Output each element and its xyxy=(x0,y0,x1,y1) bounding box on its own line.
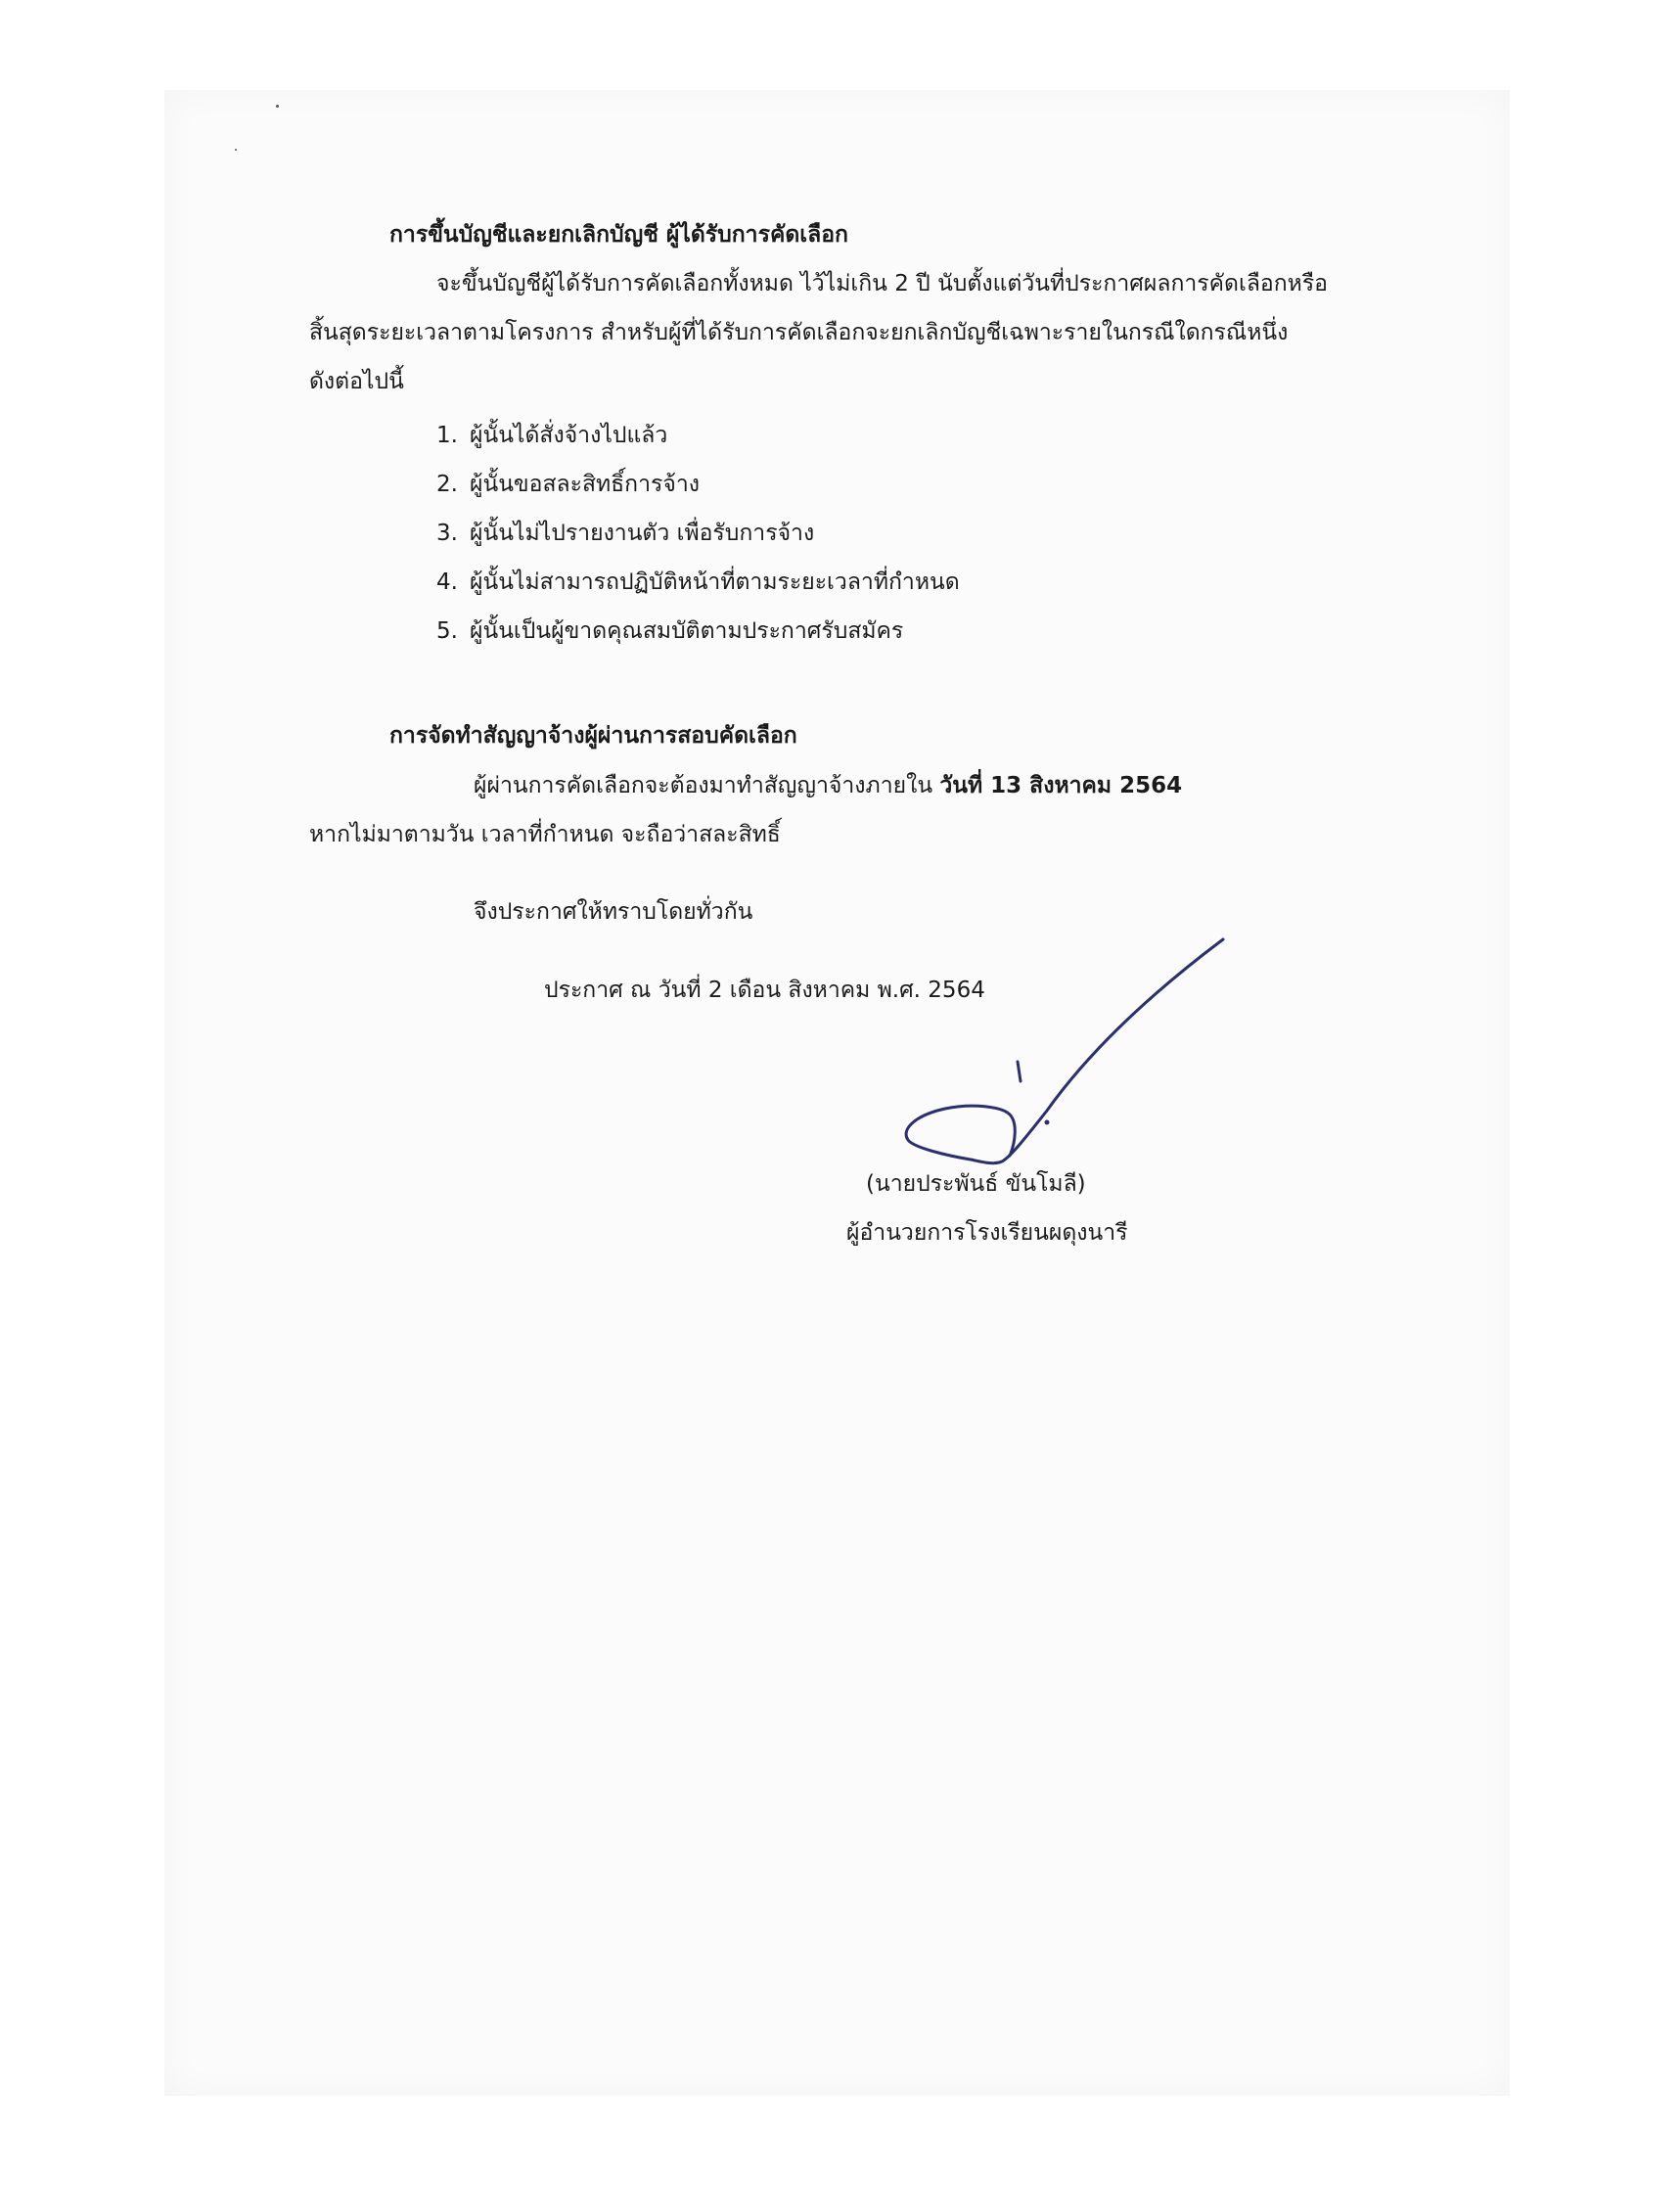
list-item xyxy=(436,519,814,548)
signature-dot xyxy=(1045,1120,1050,1125)
list-item-number: 1. xyxy=(436,423,458,448)
registration-paragraph-line-1: จะขึ้นบัญชีผู้ได้รับการคัดเลือกทั้งหมด ไว้ไม่เกิน 2 ปี นับตั้งแต่วันที่ประกาศผลการคัดเลือกหรือ xyxy=(436,271,1328,296)
signature-stroke xyxy=(906,939,1223,1163)
list-item-text: ผู้นั้นขอสละสิทธิ์การจ้าง xyxy=(470,472,700,497)
handwritten-signature xyxy=(900,934,1252,1189)
contract-heading: การจัดทำสัญญาจ้างผู้ผ่านการสอบคัดเลือก xyxy=(389,723,797,749)
list-item-text: ผู้นั้นเป็นผู้ขาดคุณสมบัติตามประกาศรับสมัคร xyxy=(470,618,904,644)
registration-heading: การขึ้นบัญชีและยกเลิกบัญชี ผู้ได้รับการคัดเลือก xyxy=(389,222,848,248)
list-item-text: ผู้นั้นได้สั่งจ้างไปแล้ว xyxy=(470,423,668,448)
registration-paragraph-line-2: สิ้นสุดระยะเวลาตามโครงการ สำหรับผู้ที่ได้รับการคัดเลือกจะยกเลิกบัญชีเฉพาะรายในกรณีใดกรณีหนึ่ง xyxy=(309,320,1289,345)
contract-paragraph-line-2: หากไม่มาตามวัน เวลาที่กำหนด จะถือว่าสละสิทธิ์ xyxy=(309,822,781,847)
scan-speck xyxy=(235,149,237,151)
list-item xyxy=(436,470,700,499)
signatory-name: (นายประพันธ์ ขันโมลี) xyxy=(866,1171,1086,1197)
scan-speck xyxy=(276,105,279,108)
list-item-number: 5. xyxy=(436,618,458,644)
announcement-date: ประกาศ ณ วันที่ 2 เดือน สิงหาคม พ.ศ. 2564 xyxy=(544,978,985,1003)
signature-mark xyxy=(1018,1062,1021,1081)
list-item-text: ผู้นั้นไม่สามารถปฏิบัติหน้าที่ตามระยะเวลาที่กำหนด xyxy=(470,569,960,595)
list-item xyxy=(436,568,960,597)
contract-deadline-date: วันที่ 13 สิงหาคม 2564 xyxy=(939,773,1183,798)
list-item-text: ผู้นั้นไม่ไปรายงานตัว เพื่อรับการจ้าง xyxy=(470,521,815,546)
closing-notice: จึงประกาศให้ทราบโดยทั่วกัน xyxy=(474,899,753,925)
list-item xyxy=(436,616,903,646)
list-item-number: 4. xyxy=(436,569,458,595)
contract-deadline-prefix: ผู้ผ่านการคัดเลือกจะต้องมาทำสัญญาจ้างภายใน xyxy=(474,773,940,798)
list-item-number: 2. xyxy=(436,472,458,497)
list-item xyxy=(436,421,667,450)
contract-paragraph-line-1 xyxy=(474,771,1182,800)
list-item-number: 3. xyxy=(436,521,458,546)
registration-paragraph-line-3: ดังต่อไปนี้ xyxy=(309,369,404,394)
signatory-title: ผู้อำนวยการโรงเรียนผดุงนารี xyxy=(846,1220,1128,1246)
